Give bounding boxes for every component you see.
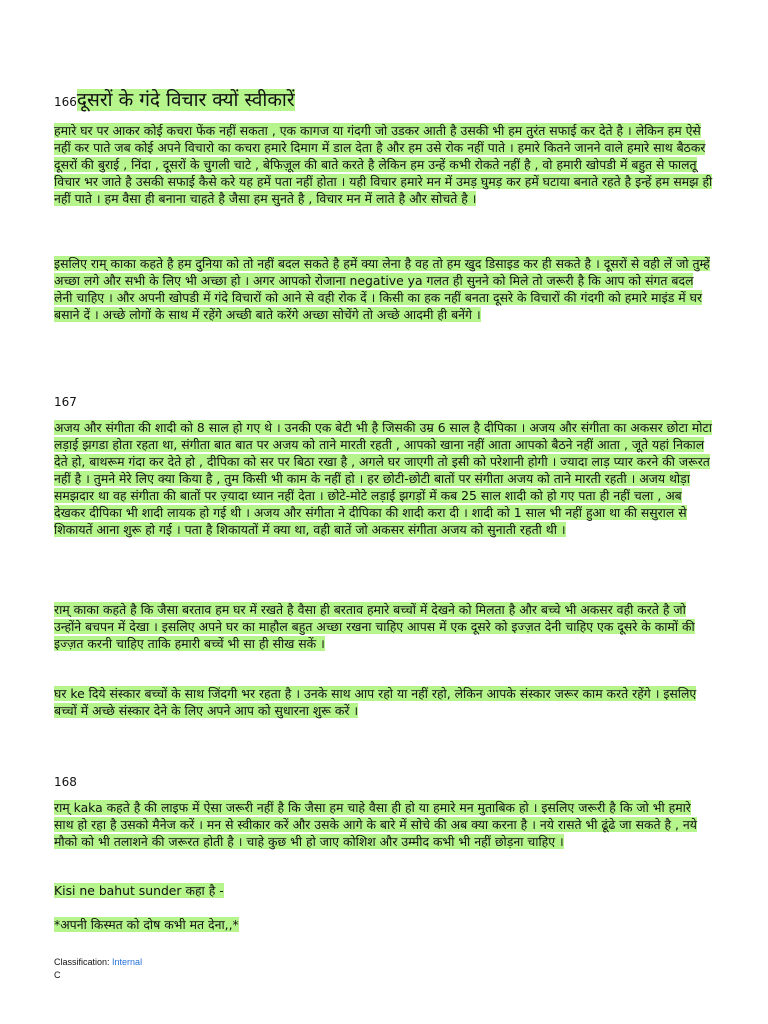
section-title: दूसरों के गंदे विचार क्यों स्वीकारें (76, 89, 295, 111)
classification-label: Classification: (54, 957, 110, 967)
section-166-paragraph-1: हमारे घर पर आकर कोई कचरा फेंक नहीं सकता , एक कागज या गंदगी जो उडकर आती है उसकी भी हम तुरंत सफाई कर देते है । लेकिन हम ऐसे नहीं कर पाते जब कोई अपने विचारो का कचरा हमारे दिमाग में डाल देता है और हम उसे रोक नहीं पाते । हमारे कितने जानने वाले हमारे साथ बैठकर दूसरों की बुराई , निंदा , दूसरों के चुगली चाटे , बेफिज़ूल की बाते करते है लेकिन हम उन्हें कभी रोकते नहीं है , वो हमारी खोपडी में बहुत से फालतू विचार भर जाते है उसकी सफाई कैसे करे यह हमें पता नहीं होता । यही विचार हमारे मन में उमड़ घुमड़ कर हमें घटाया बनाते रहते है इन्हें हम समझ ही नहीं पाते । हम वैसा ही बनाना चाहते है जैसा हम सुनते है , विचार मन में लाते है और सोचते है । (54, 123, 713, 206)
classification-footer (54, 956, 142, 982)
section-167-number: 167 (54, 395, 77, 409)
section-166-paragraph-2: इसलिए राम् काका कहते है हम दुनिया को तो नहीं बदल सकते है हमें क्या लेना है वह तो हम खुद डिसाइड कर ही सकते है । दूसरों से वही लें जो तुम्हें अच्छा लगे और सभी के लिए भी अच्छा हो । अगर आपको रोजाना negative ya गलत ही सुनने को मिले तो जरूरी है कि आप को संगत बदल लेनी चाहिए । और अपनी खोपडी में गंदे विचारों को आने से वही रोक दें । किसी का हक नहीं बनता दूसरे के विचारों की गंदगी को हमारे माइंड में घर बसाने दें । अच्छे लोगों के साथ में रहेंगे अच्छी बाते करेंगे अच्छा सोचेंगे तो अच्छे आदमी ही बनेंगे । (54, 256, 710, 322)
section-167-paragraph-3: घर ke दिये संस्कार बच्चों के साथ जिंदगी भर रहता है । उनके साथ आप रहो या नहीं रहो, लेकिन आपके संस्कार जरूर काम करते रहेंगे । इसलिए बच्चों में अच्छे संस्कार देने के लिए अपने आप को सुधारना शुरू करें । (54, 686, 697, 718)
section-number: 166 (54, 95, 77, 109)
classification-value: Internal (112, 957, 143, 967)
section-167-paragraph-1: अजय और संगीता की शादी को 8 साल हो गए थे । उनकी एक बेटी भी है जिसकी उम्र 6 साल है दीपिका । अजय और संगीता का अकसर छोटा मोटा लड़ाई झगडा होता रहता था, संगीता बात बात पर अजय को ताने मारती रहती , आपको खाना नहीं आता आपको बैठने नहीं आता , जूते यहां निकाल देते हो, बाथरूम गंदा कर देते हो , दीपिका को सर पर बिठा रखा है , अगले घर जाएगी तो इसी को परेशानी होगी । ज्यादा लाड़ प्यार करने की जरूरत नहीं है । तुमने मेरे लिए क्या किया है , तुम किसी भी काम के नहीं हो । हर छोटी-छोटी बातों पर संगीता अजय को ताने मारती रहती । अजय थोड़ा समझदार था वह संगीता की बातों पर ज़्यादा ध्यान नहीं देता । छोटे-मोटे लड़ाई झगड़ों में कब 25 साल शादी को हो गए पता ही नहीं चला , अब देखकर दीपिका भी शादी लायक हो गई थी । अजय और संगीता ने दीपिका की शादी करा दी । शादी को 1 साल भी नहीं हुआ था की ससुराल से शिकायतें आना शुरू हो गई । पता है शिकायतों में क्या था, वही बातें जो अकसर संगीता अजय को सुनाती रहती थी । (54, 420, 712, 537)
section-168-paragraph-3: *अपनी किस्मत को दोष कभी मत देना,,* (54, 917, 239, 932)
section-167-paragraph-2: राम् काका कहते है कि जैसा बरताव हम घर में रखते है वैसा ही बरताव हमारे बच्चों में देखने को मिलता है और बच्चे भी अकसर वही करते है जो उन्होंने बचपन में देखा । इसलिए अपने घर का माहौल बहुत अच्छा रखना चाहिए आपस में एक दूसरे को इज्ज़त देनी चाहिए एक दूसरे के कामों की इज्ज़त करनी चाहिए ताकि हमारी बच्चें भी सा ही सीख सकें । (54, 602, 695, 651)
section-168-paragraph-1: राम् kaka कहते है की लाइफ में ऐसा जरूरी नहीं है कि जैसा हम चाहे वैसा ही हो या हमारे मन मुताबिक हो । इसलिए जरूरी है कि जो भी हमारे साथ हो रहा है उसको मैनेज करें । मन से स्वीकार करें और उसके आगे के बारे में सोचे की अब क्या करना है । नये रासते भी ढूंढे जा सकते है , नये मौको को भी तलाशने की जरूरत होती है । चाहे कुछ भी हो जाए कोशिश और उम्मीद कभी भी नहीं छोड़ना चाहिए । (54, 800, 697, 849)
section-168-paragraph-2: Kisi ne bahut sunder कहा है - (54, 883, 224, 898)
section-168-number: 168 (54, 775, 77, 789)
section-166-heading (54, 86, 295, 112)
classification-code: C (54, 970, 61, 980)
